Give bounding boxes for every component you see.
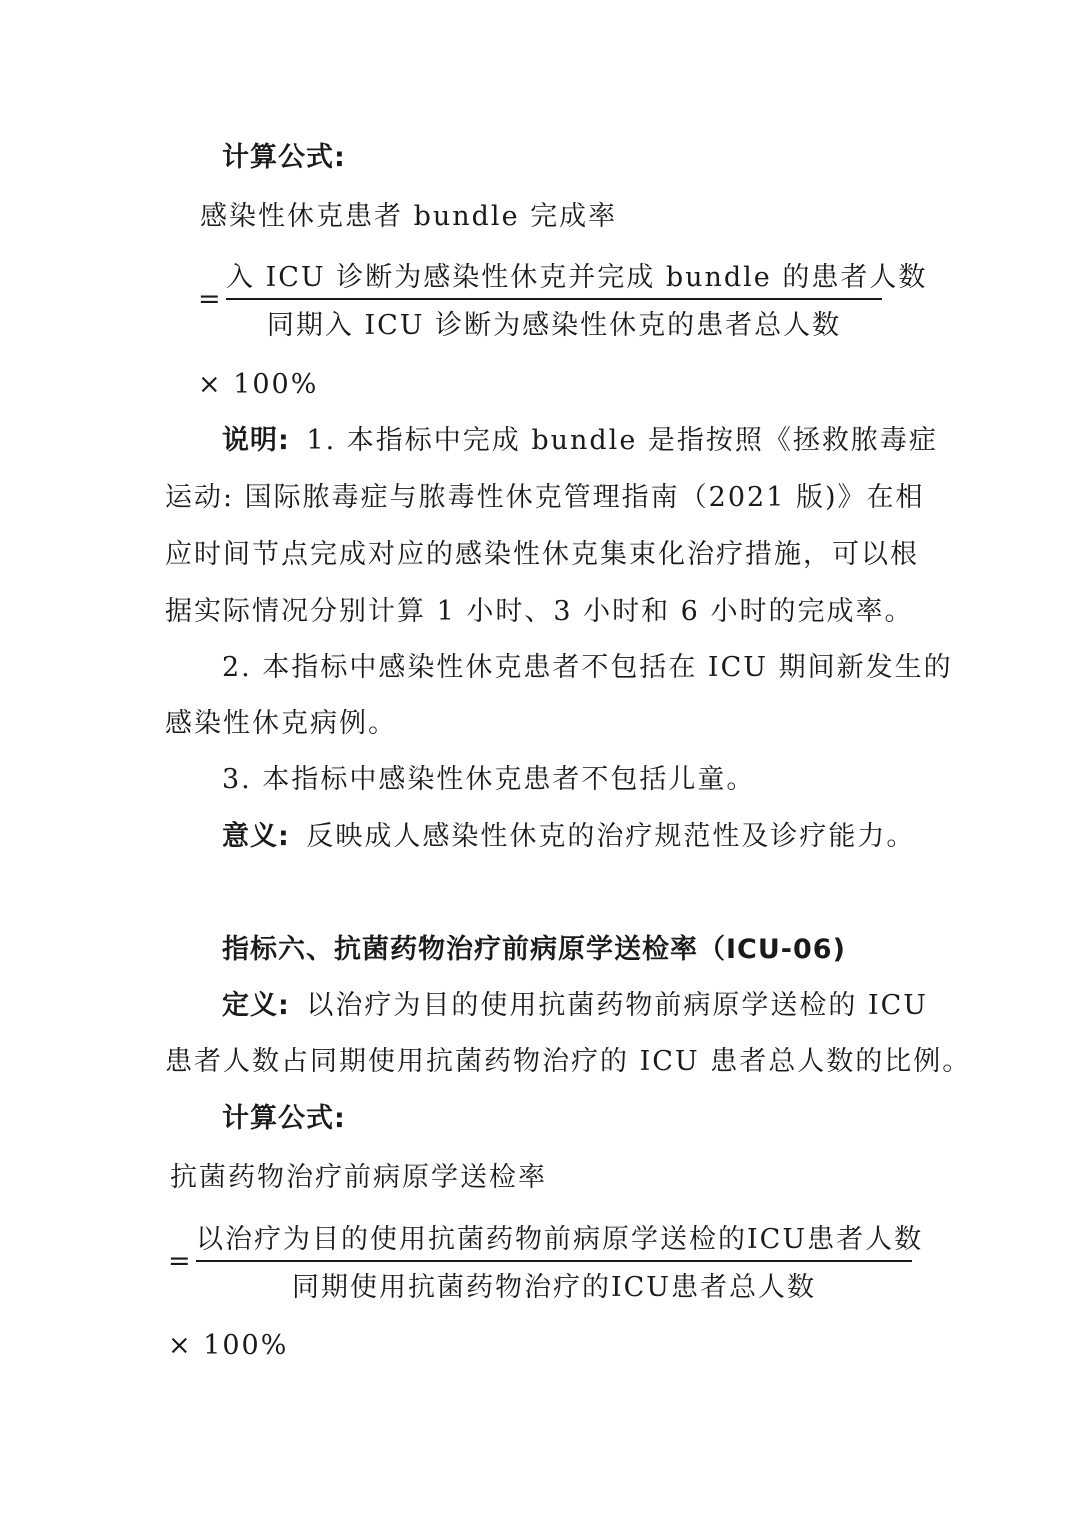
formula2-lhs: 抗菌药物治疗前病原学送检率 [170, 1162, 547, 1193]
note-2-line-2: 感染性休克病例。 [165, 708, 397, 739]
formula-lhs: 感染性休克患者 bundle 完成率 [200, 201, 618, 232]
fraction-bar-2 [196, 1260, 912, 1262]
formula2-denominator: 同期使用抗菌药物治疗的ICU患者总人数 [291, 1272, 817, 1303]
meaning-line [222, 819, 915, 855]
formula2-times-100: × 100% [168, 1330, 289, 1361]
note-2-line-1: 2. 本指标中感染性休克患者不包括在 ICU 期间新发生的 [222, 652, 953, 683]
note-3: 3. 本指标中感染性休克患者不包括儿童。 [222, 764, 756, 795]
fraction-bar [226, 298, 882, 300]
note-1-text: 1. 本指标中完成 bundle 是指按照《拯救脓毒症 [306, 425, 938, 456]
indicator-6-title: 指标六、抗菌药物治疗前病原学送检率（ICU-06) [222, 934, 846, 965]
note-1-line-3: 应时间节点完成对应的感染性休克集束化治疗措施，可以根 [165, 539, 919, 570]
definition-text: 以治疗为目的使用抗菌药物前病原学送检的 ICU [306, 990, 929, 1021]
definition-line-2: 患者人数占同期使用抗菌药物治疗的 ICU 患者总人数的比例。 [165, 1046, 972, 1077]
note-1-line-2: 运动: 国际脓毒症与脓毒性休克管理指南（2021 版)》在相 [165, 482, 925, 513]
formula-eq-sign: = [198, 284, 221, 315]
meaning-label: 意义: [222, 821, 290, 852]
definition-label: 定义: [222, 990, 290, 1021]
definition-line-1 [222, 988, 928, 1024]
note-1-line-1 [222, 423, 938, 459]
note-1-line-4: 据实际情况分别计算 1 小时、3 小时和 6 小时的完成率。 [165, 596, 914, 627]
meaning-text: 反映成人感染性休克的治疗规范性及诊疗能力。 [306, 821, 916, 852]
calc-formula-heading-2: 计算公式: [222, 1103, 346, 1134]
formula-numerator: 入 ICU 诊断为感染性休克并完成 bundle 的患者人数 [226, 262, 928, 293]
formula2-numerator: 以治疗为目的使用抗菌药物前病原学送检的ICU患者人数 [196, 1224, 924, 1255]
formula-times-100: × 100% [198, 369, 319, 400]
calc-formula-heading: 计算公式: [222, 142, 346, 173]
formula-denominator: 同期入 ICU 诊断为感染性休克的患者总人数 [266, 310, 842, 341]
formula2-eq-sign: = [168, 1246, 191, 1277]
note-label: 说明: [222, 425, 290, 456]
